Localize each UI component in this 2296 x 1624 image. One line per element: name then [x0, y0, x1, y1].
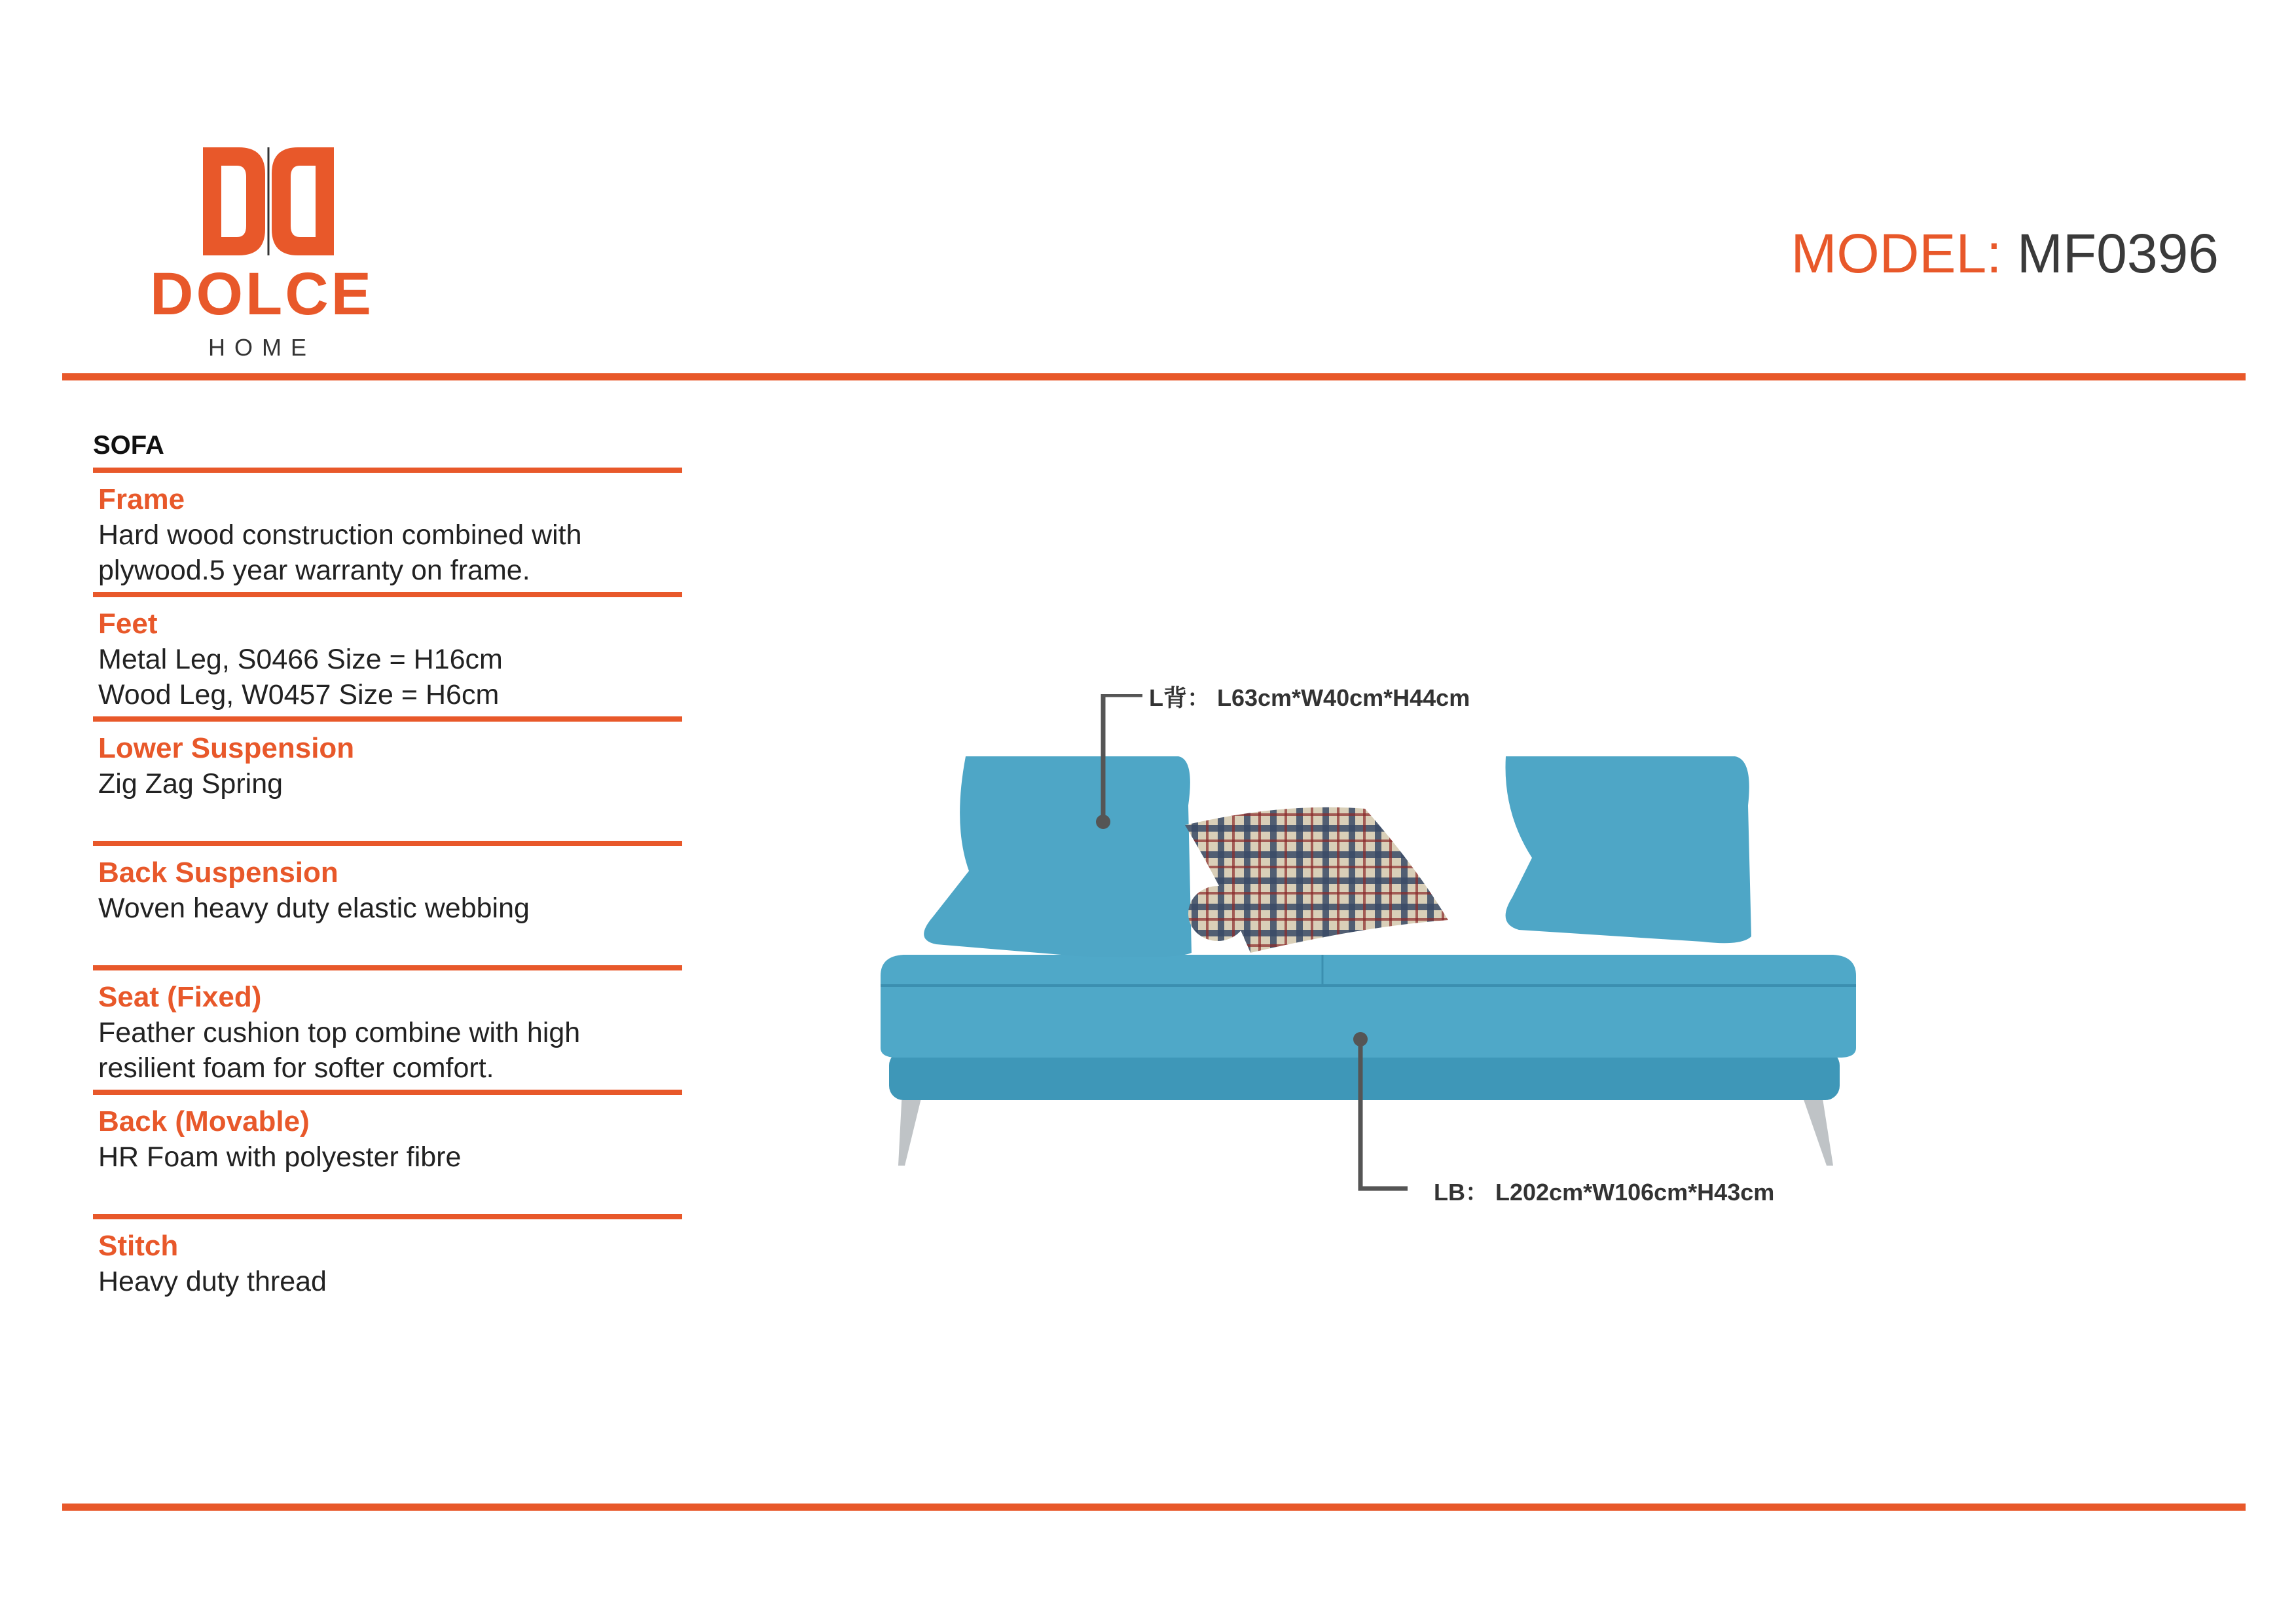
spec-item-stitch	[93, 1214, 682, 1299]
sofa-leg-left	[898, 1090, 923, 1166]
spec-line	[98, 926, 682, 961]
brand-sub: HOME	[208, 334, 316, 361]
spec-heading: Frame	[98, 483, 185, 515]
spec-line: plywood.5 year warranty on frame.	[98, 555, 530, 586]
spec-line	[98, 802, 682, 837]
top-divider	[62, 373, 2246, 380]
model-number	[1791, 223, 2219, 284]
dimension-base: LB： L202cm*W106cm*H43cm	[1434, 1179, 1775, 1206]
spec-item-back-suspension	[93, 841, 682, 961]
spec-list	[93, 426, 682, 1299]
spec-item-frame	[93, 468, 682, 588]
spec-line: Wood Leg, W0457 Size = H6cm	[98, 679, 500, 710]
back-cushion-right	[1506, 756, 1752, 943]
model-label: MODEL:	[1791, 223, 2002, 284]
brand-logo	[131, 141, 406, 361]
logo-mark-icon	[203, 147, 334, 255]
spec-line: Woven heavy duty elastic webbing	[98, 893, 530, 924]
spec-line: Zig Zag Spring	[98, 768, 283, 800]
spec-heading: Lower Suspension	[98, 732, 355, 764]
brand-name: DOLCE	[150, 261, 374, 327]
spec-heading: Stitch	[98, 1230, 179, 1262]
sofa-figure	[851, 684, 1886, 1206]
sofa-illustration	[851, 694, 1886, 1192]
spec-item-feet	[93, 592, 682, 712]
sofa-leg-right	[1800, 1090, 1833, 1166]
sofa-seat	[881, 955, 1856, 1058]
bottom-divider	[62, 1504, 2246, 1511]
spec-line: Heavy duty thread	[98, 1266, 327, 1297]
spec-heading: Back Suspension	[98, 857, 338, 889]
spec-line: Hard wood construction combined with	[98, 519, 582, 551]
spec-heading: Back (Movable)	[98, 1105, 310, 1137]
spec-item-seat	[93, 965, 682, 1086]
spec-line: Metal Leg, S0466 Size = H16cm	[98, 644, 503, 675]
spec-item-lower-suspension	[93, 716, 682, 837]
spec-line: Feather cushion top combine with high	[98, 1017, 581, 1048]
spec-line	[98, 1175, 682, 1210]
spec-title: SOFA	[93, 431, 164, 460]
spec-item-back	[93, 1090, 682, 1210]
back-cushion-left	[924, 756, 1192, 957]
spec-line: resilient foam for softer comfort.	[98, 1052, 494, 1084]
spec-heading: Seat (Fixed)	[98, 981, 262, 1013]
dimension-back: L背： L63cm*W40cm*H44cm	[1149, 684, 1470, 711]
model-value: MF0396	[2016, 223, 2219, 284]
spec-line: HR Foam with polyester fibre	[98, 1141, 462, 1173]
spec-heading: Feet	[98, 608, 158, 640]
sofa-base	[889, 1051, 1840, 1100]
